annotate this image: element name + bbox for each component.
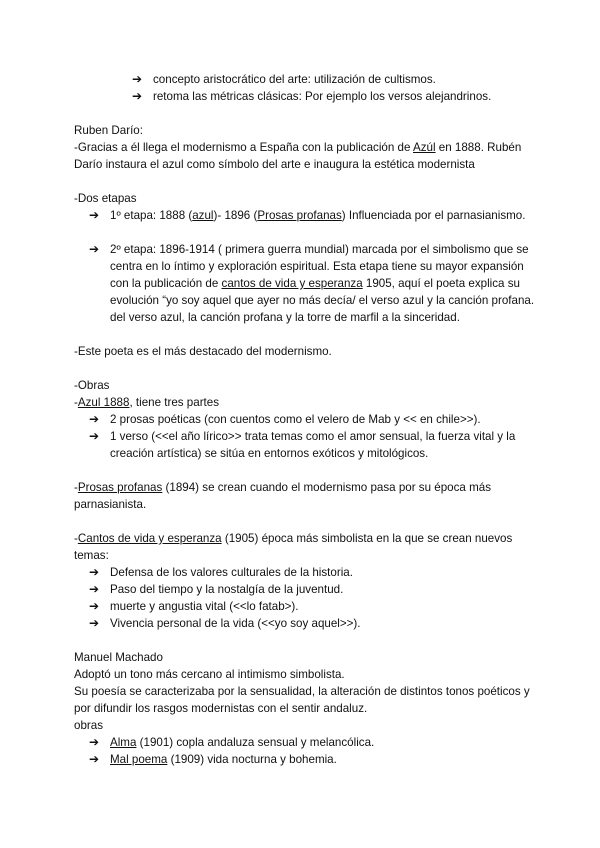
arrow-right-icon: ➔ bbox=[89, 208, 100, 222]
arrow-right-icon: ➔ bbox=[89, 242, 100, 256]
prosas-paragraph: -Prosas profanas (1894) se crean cuando el modernismo pasa por su época más parnasianista. bbox=[74, 481, 491, 511]
machado-works-list bbox=[74, 734, 536, 768]
list-item: ➔ 2º etapa: 1896-1914 ( primera guerra mundial) marcada por el simbolismo que se centra en lo íntimo y exploración espiritual. Esta etapa tiene su mayor expansión con la publicación de cantos de vida y esperanza 1905, aquí el poeta explica su evolución “yo soy aquel que ayer no más decía/ el verso azul y la canción profana. del verso azul, la canción profana y la torre de marfil a la sinceridad. bbox=[89, 242, 535, 324]
cantos-bullet-list bbox=[74, 564, 536, 632]
list-item: ➔ 1 verso (<<el año lírico>> trata temas como el amor sensual, la fuerza vital y la creación artística) se sitúa en entornos exóticos y mitológicos. bbox=[89, 429, 516, 460]
list-item: ➔ Paso del tiempo y la nostalgía de la juventud. bbox=[89, 582, 344, 596]
arrow-right-icon: ➔ bbox=[89, 412, 100, 426]
document-body bbox=[74, 71, 536, 768]
spacer bbox=[74, 462, 536, 479]
arrow-right-icon: ➔ bbox=[89, 735, 100, 749]
obras-heading: -Obras bbox=[74, 379, 110, 392]
list-item: ➔ concepto aristocrático del arte: utilización de cultismos. bbox=[132, 72, 436, 86]
arrow-right-icon: ➔ bbox=[132, 89, 143, 103]
azul-line: -Azul 1888, tiene tres partes bbox=[74, 396, 220, 409]
azul-link: Azúl bbox=[413, 141, 436, 154]
destacado-line: -Este poeta es el más destacado del modernismo. bbox=[74, 345, 332, 358]
spacer bbox=[74, 105, 536, 122]
list-item: ➔ 1º etapa: 1888 (azul)- 1896 (Prosas profanas) Influenciada por el parnasianismo. bbox=[89, 208, 526, 222]
list-item: ➔ retoma las métricas clásicas: Por ejemplo los versos alejandrinos. bbox=[132, 89, 492, 103]
spacer bbox=[74, 173, 536, 190]
dario-heading: Ruben Darío: bbox=[74, 124, 143, 137]
spacer bbox=[74, 513, 536, 530]
list-item: ➔ Defensa de los valores culturales de la historia. bbox=[89, 565, 353, 579]
list-item: ➔ Alma (1901) copla andaluza sensual y melancólica. bbox=[89, 735, 375, 749]
arrow-right-icon: ➔ bbox=[89, 565, 100, 579]
cantos-paragraph: -Cantos de vida y esperanza (1905) época más simbolista en la que se crean nuevos temas: bbox=[74, 532, 513, 562]
dario-intro: -Gracias a él llega el modernismo a España con la publicación de Azúl en 1888. Rubén Darío instaura el azul como símbolo del arte e inaugura la estética modernista bbox=[74, 141, 522, 171]
machado-heading: Manuel Machado bbox=[74, 651, 163, 664]
cantos-title: Cantos de vida y esperanza bbox=[77, 532, 222, 545]
machado-paragraph: Su poesía se caracterizaba por la sensualidad, la alteración de distintos tonos poéticos y por difundir los rasgos modernistas con el sentir andaluz. bbox=[74, 685, 530, 715]
prosas-title: Prosas profanas bbox=[77, 481, 163, 494]
etapas-list bbox=[74, 207, 536, 326]
list-item: ➔ 2 prosas poéticas (con cuentos como el velero de Mab y << en chile>>). bbox=[89, 412, 481, 426]
etapas-heading: -Dos etapas bbox=[74, 192, 137, 205]
arrow-right-icon: ➔ bbox=[89, 752, 100, 766]
arrow-right-icon: ➔ bbox=[89, 582, 100, 596]
arrow-right-icon: ➔ bbox=[89, 429, 100, 443]
spacer bbox=[74, 632, 536, 649]
list-item: ➔ Mal poema (1909) vida nocturna y bohemia. bbox=[89, 752, 337, 766]
arrow-right-icon: ➔ bbox=[89, 599, 100, 613]
list-item: ➔ muerte y angustia vital (<<lo fatab>). bbox=[89, 599, 299, 613]
top-bullet-list bbox=[74, 71, 536, 105]
spacer bbox=[74, 360, 536, 377]
arrow-right-icon: ➔ bbox=[89, 616, 100, 630]
azul-title: Azul 1888 bbox=[77, 396, 130, 409]
machado-obras-heading: obras bbox=[74, 719, 104, 732]
arrow-right-icon: ➔ bbox=[132, 72, 143, 86]
machado-line: Adoptó un tono más cercano al intimismo simbolista. bbox=[74, 668, 345, 681]
spacer bbox=[74, 326, 536, 343]
list-item: ➔ Vivencia personal de la vida (<<yo soy aquel>>). bbox=[89, 616, 361, 630]
azul-bullet-list bbox=[74, 411, 536, 462]
work-title: Mal poema bbox=[110, 753, 168, 766]
work-title: Alma bbox=[110, 736, 137, 749]
